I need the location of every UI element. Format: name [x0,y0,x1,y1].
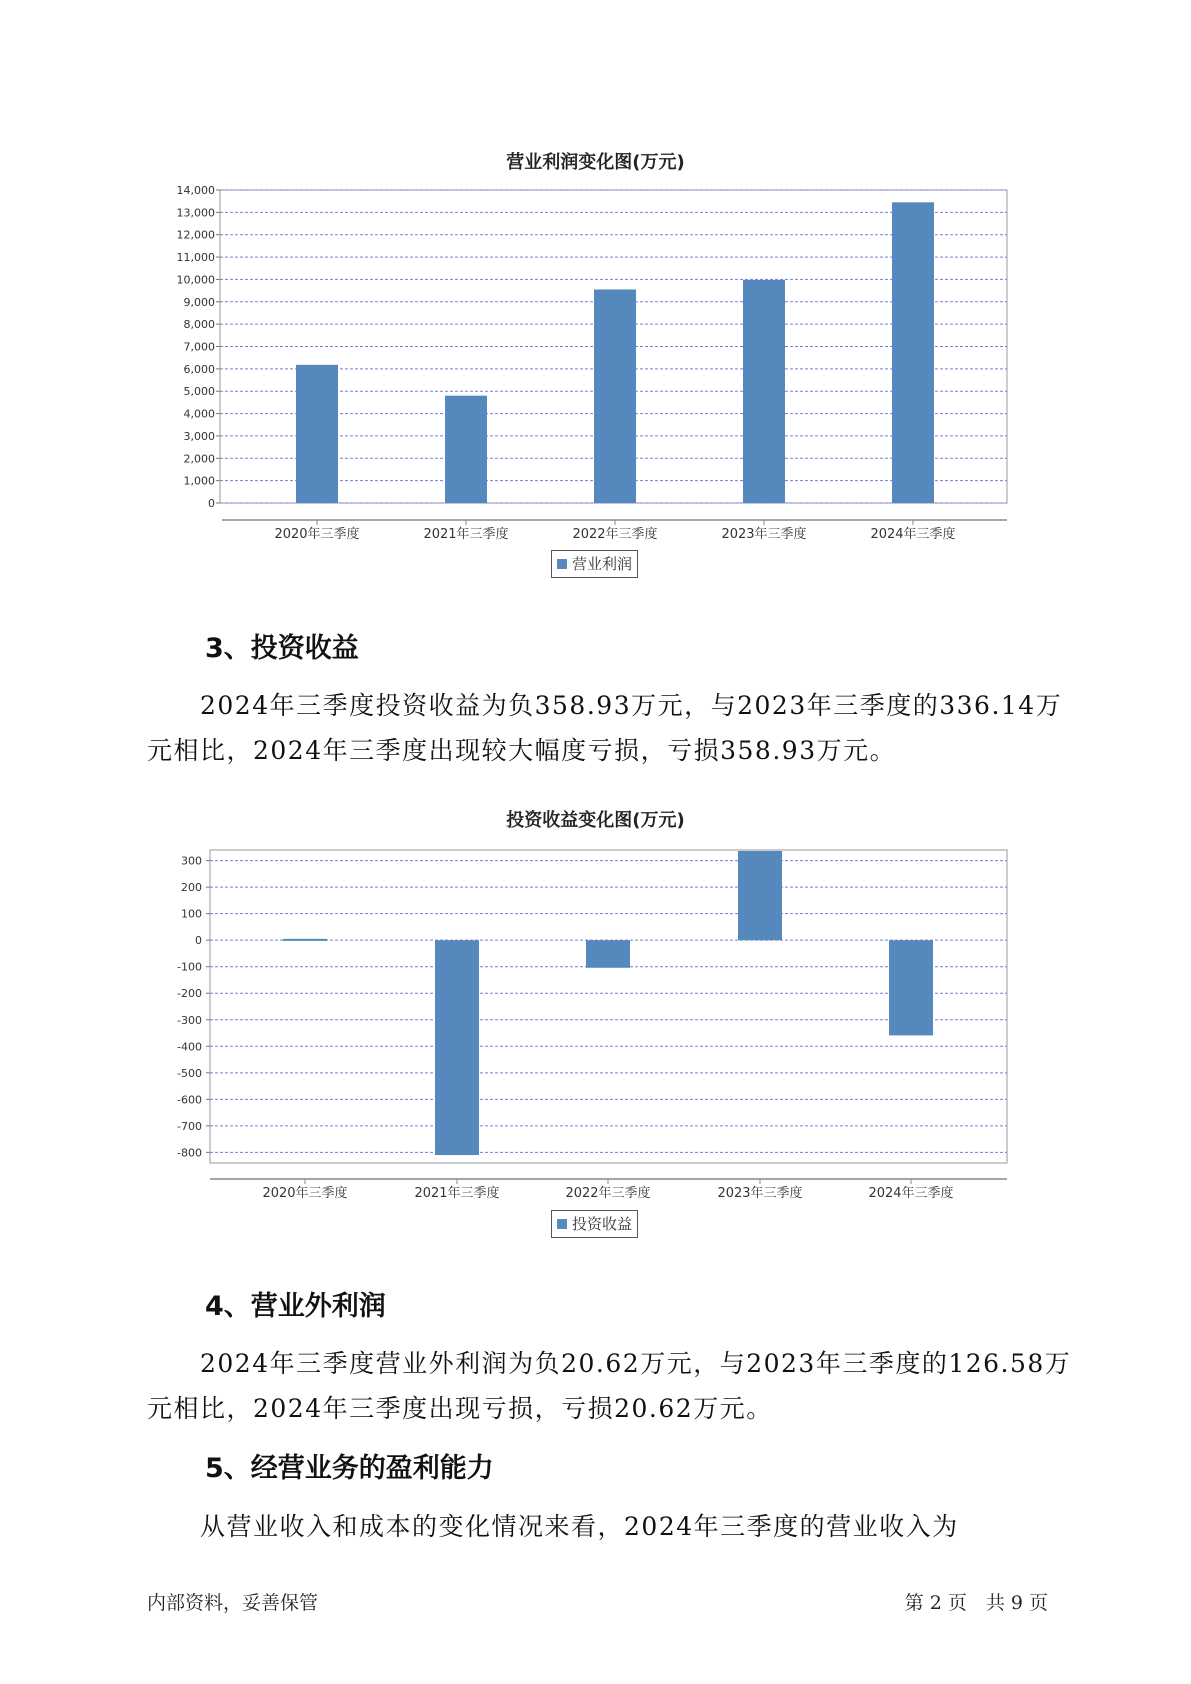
y-tick-label: 3,000 [183,429,215,443]
y-tick-label: -100 [177,960,202,974]
y-tick-label: 10,000 [176,273,215,287]
bar [738,851,782,940]
section3-paragraph-line2: 元相比，2024年三季度出现较大幅度亏损，亏损358.93万元。 [147,736,897,765]
y-tick-label: 7,000 [183,340,215,354]
y-tick-label: 12,000 [176,228,215,242]
section4-paragraph-line2: 元相比，2024年三季度出现亏损，亏损20.62万元。 [147,1394,773,1423]
y-tick-label: 200 [181,881,202,895]
y-tick-label: 14,000 [176,184,215,197]
chart2-legend [551,1210,638,1238]
x-tick-label: 2021年三季度 [414,1186,500,1201]
y-tick-label: 0 [195,934,202,948]
y-tick-label: 1,000 [183,474,215,488]
x-tick-label: 2022年三季度 [565,1186,651,1201]
y-tick-label: 5,000 [183,385,215,399]
x-tick-label: 2023年三季度 [721,527,807,542]
x-tick-label: 2021年三季度 [423,527,509,542]
section4-heading: 4、营业外利润 [205,1291,386,1322]
y-tick-label: 0 [208,497,215,510]
y-tick-label: 6,000 [183,362,215,376]
y-tick-label: 13,000 [176,206,215,220]
chart1-legend-label: 营业利润 [572,555,633,573]
footer-confidential-note: 内部资料，妥善保管 [147,1592,319,1614]
y-tick-label: -400 [177,1040,202,1054]
y-tick-label: -700 [177,1119,202,1133]
y-tick-label: 4,000 [183,407,215,421]
chart2-legend-label: 投资收益 [572,1215,633,1233]
plot-area [210,850,1007,1163]
y-tick-label: 11,000 [176,251,215,265]
y-tick-label: 2,000 [183,452,215,466]
legend-swatch [557,1219,567,1229]
section4-paragraph-line1: 2024年三季度营业外利润为负20.62万元，与2023年三季度的126.58万 [200,1349,1072,1378]
chart1-title: 营业利润变化图(万元) [506,152,685,173]
section5-heading: 5、经营业务的盈利能力 [205,1453,494,1484]
y-tick-label: 300 [181,854,202,868]
x-tick-label: 2020年三季度 [274,527,360,542]
y-tick-label: 100 [181,907,202,921]
bar [435,940,479,1155]
section5-paragraph-line1: 从营业收入和成本的变化情况来看，2024年三季度的营业收入为 [200,1512,959,1541]
x-tick-label: 2024年三季度 [868,1186,954,1201]
y-tick-label: 8,000 [183,318,215,332]
x-tick-label: 2024年三季度 [870,527,956,542]
y-tick-label: -200 [177,987,202,1001]
bar [586,940,630,968]
y-tick-label: -600 [177,1093,202,1107]
section3-heading: 3、投资收益 [205,633,359,664]
x-tick-label: 2020年三季度 [262,1186,348,1201]
chart2-title: 投资收益变化图(万元) [506,810,685,831]
bar [283,939,327,941]
y-tick-label: -500 [177,1066,202,1080]
y-tick-label: 9,000 [183,295,215,309]
y-tick-label: -800 [177,1146,202,1160]
footer-page-number: 第 2 页 共 9 页 [904,1592,1048,1614]
section3-paragraph-line1: 2024年三季度投资收益为负358.93万元，与2023年三季度的336.14万 [200,691,1063,720]
bar [889,940,933,1035]
x-tick-label: 2023年三季度 [717,1186,803,1201]
y-tick-label: -300 [177,1013,202,1027]
x-tick-label: 2022年三季度 [572,527,658,542]
